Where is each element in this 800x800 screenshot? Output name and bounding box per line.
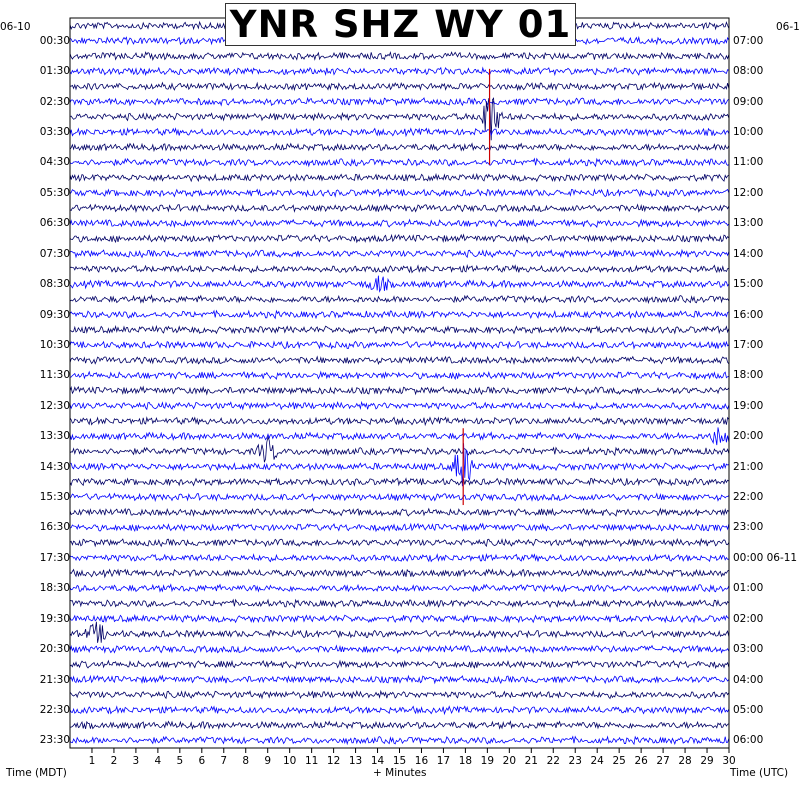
left-time-label: 11:30: [39, 369, 70, 382]
left-time-label: 18:30: [39, 582, 70, 595]
trace-line: [70, 427, 729, 445]
trace-line: [70, 189, 729, 196]
trace-line: [70, 144, 729, 151]
x-tick-label: 25: [612, 755, 626, 767]
left-time-label: 12:30: [39, 399, 70, 412]
trace-line: [70, 615, 729, 622]
left-time-label: 07:30: [39, 247, 70, 260]
left-corner-date: 06-10: [0, 21, 31, 33]
trace-line: [70, 691, 729, 698]
x-tick-label: 22: [546, 755, 560, 767]
right-time-label: 13:00: [733, 217, 764, 230]
x-tick-label: 9: [264, 755, 272, 767]
left-time-label: 04:30: [39, 156, 70, 169]
right-time-label: 12:00: [733, 186, 764, 199]
trace-line: [70, 372, 729, 379]
right-corner-date: 06-1: [776, 21, 800, 33]
left-time-label: 15:30: [39, 491, 70, 504]
right-time-label: 03:00: [733, 643, 764, 656]
left-time-label: 21:30: [39, 673, 70, 686]
trace-line: [70, 570, 729, 577]
x-tick-label: 14: [370, 755, 385, 767]
trace-line: [70, 646, 729, 653]
x-tick-label: 24: [590, 755, 604, 767]
right-axis-title: Time (UTC): [730, 767, 789, 779]
trace-line: [70, 311, 729, 319]
trace-line: [70, 622, 729, 643]
x-tick-label: 4: [154, 755, 162, 767]
left-time-label: 19:30: [39, 612, 70, 625]
right-time-label: 22:00: [733, 491, 764, 504]
trace-line: [70, 494, 729, 501]
trace-line: [70, 98, 729, 105]
x-tick-label: 27: [656, 755, 670, 767]
right-time-label: 23:00: [733, 521, 764, 534]
x-tick-label: 18: [458, 755, 473, 767]
trace-line: [70, 509, 729, 516]
plot-frame: [70, 18, 729, 748]
trace-line: [70, 250, 729, 257]
left-time-label: 14:30: [39, 460, 70, 473]
left-time-label: 23:30: [39, 734, 70, 747]
x-tick-group: [92, 748, 729, 753]
trace-line: [70, 159, 729, 167]
x-tick-label: 20: [502, 755, 517, 767]
left-time-label: 00:30: [39, 34, 70, 47]
left-time-label: 09:30: [39, 308, 70, 321]
right-time-label: 00:00 06-11: [733, 551, 798, 564]
right-time-label: 15:00: [733, 278, 764, 291]
x-tick-label: 19: [480, 755, 495, 767]
x-tick-label: 7: [220, 755, 228, 767]
right-time-label: 04:00: [733, 673, 764, 686]
right-time-label: 20:00: [733, 430, 764, 443]
right-time-label: 11:00: [733, 156, 764, 169]
trace-line: [70, 437, 729, 462]
left-axis-title: Time (MDT): [6, 767, 67, 779]
x-tick-label: 11: [304, 755, 319, 767]
x-tick-label: 13: [348, 755, 363, 767]
left-time-label: 05:30: [39, 186, 70, 199]
x-tick-label: 29: [700, 755, 714, 767]
trace-line: [70, 235, 729, 242]
right-time-label: 06:00: [733, 734, 764, 747]
trace-line: [70, 341, 729, 348]
trace-line: [70, 205, 729, 212]
x-tick-label: 17: [436, 755, 451, 767]
x-tick-label: 15: [392, 755, 407, 767]
x-tick-label: 12: [326, 755, 341, 767]
trace-line: [70, 266, 729, 273]
trace-line: [70, 296, 729, 303]
x-tick-label: 8: [242, 755, 250, 767]
trace-line: [70, 478, 729, 485]
x-tick-label: 26: [634, 755, 648, 767]
trace-group: [70, 22, 729, 744]
trace-line: [70, 220, 729, 227]
trace-line: [70, 68, 729, 75]
trace-line: [70, 585, 729, 592]
x-tick-label: 10: [282, 755, 297, 767]
left-time-label: 01:30: [39, 65, 70, 78]
right-time-label: 08:00: [733, 65, 764, 78]
x-tick-label: 2: [110, 755, 118, 767]
x-tick-label: 30: [722, 755, 736, 767]
right-time-label: 09:00: [733, 95, 764, 108]
x-tick-label: 23: [568, 755, 582, 767]
left-time-label: 13:30: [39, 430, 70, 443]
left-time-label: 16:30: [39, 521, 70, 534]
trace-line: [70, 600, 729, 607]
chart-title: YNR SHZ WY 01: [229, 3, 572, 46]
right-time-label: 21:00: [733, 460, 764, 473]
left-time-label: 22:30: [39, 703, 70, 716]
right-time-label: 07:00: [733, 34, 764, 47]
right-time-label: 14:00: [733, 247, 764, 260]
bottom-axis-title: + Minutes: [373, 767, 427, 779]
right-time-label: 18:00: [733, 369, 764, 382]
trace-line: [70, 357, 729, 364]
trace-line: [70, 402, 729, 409]
left-time-label: 10:30: [39, 338, 70, 351]
title-box: [225, 3, 576, 46]
left-time-label: 02:30: [39, 95, 70, 108]
left-time-label: 08:30: [39, 278, 70, 291]
x-tick-label: 1: [88, 755, 96, 767]
left-time-label: 17:30: [39, 551, 70, 564]
right-time-label: 16:00: [733, 308, 764, 321]
trace-line: [70, 722, 729, 729]
x-tick-label: 16: [414, 755, 429, 767]
trace-line: [70, 174, 729, 181]
right-time-label: 02:00: [733, 612, 764, 625]
x-tick-label: 5: [176, 755, 184, 767]
x-tick-label: 21: [524, 755, 538, 767]
right-time-label: 01:00: [733, 582, 764, 595]
trace-line: [70, 326, 729, 333]
right-time-label: 10:00: [733, 126, 764, 139]
trace-line: [70, 387, 729, 394]
right-time-label: 05:00: [733, 703, 764, 716]
trace-line: [70, 129, 729, 136]
left-time-label: 20:30: [39, 643, 70, 656]
x-tick-label: 28: [678, 755, 692, 767]
trace-line: [70, 418, 729, 425]
trace-line: [70, 706, 729, 713]
trace-line: [70, 276, 729, 292]
x-tick-label: 6: [198, 755, 206, 767]
trace-line: [70, 661, 729, 668]
left-time-label: 03:30: [39, 126, 70, 139]
trace-line: [70, 524, 729, 531]
right-time-label: 19:00: [733, 399, 764, 412]
trace-line: [70, 676, 729, 683]
trace-line: [70, 83, 729, 90]
x-tick-label: 3: [132, 755, 140, 767]
trace-line: [70, 737, 729, 745]
trace-line: [70, 555, 729, 562]
right-time-label: 17:00: [733, 338, 764, 351]
trace-line: [70, 52, 729, 59]
left-time-label: 06:30: [39, 217, 70, 230]
trace-line: [70, 539, 729, 546]
trace-line: [70, 98, 729, 140]
